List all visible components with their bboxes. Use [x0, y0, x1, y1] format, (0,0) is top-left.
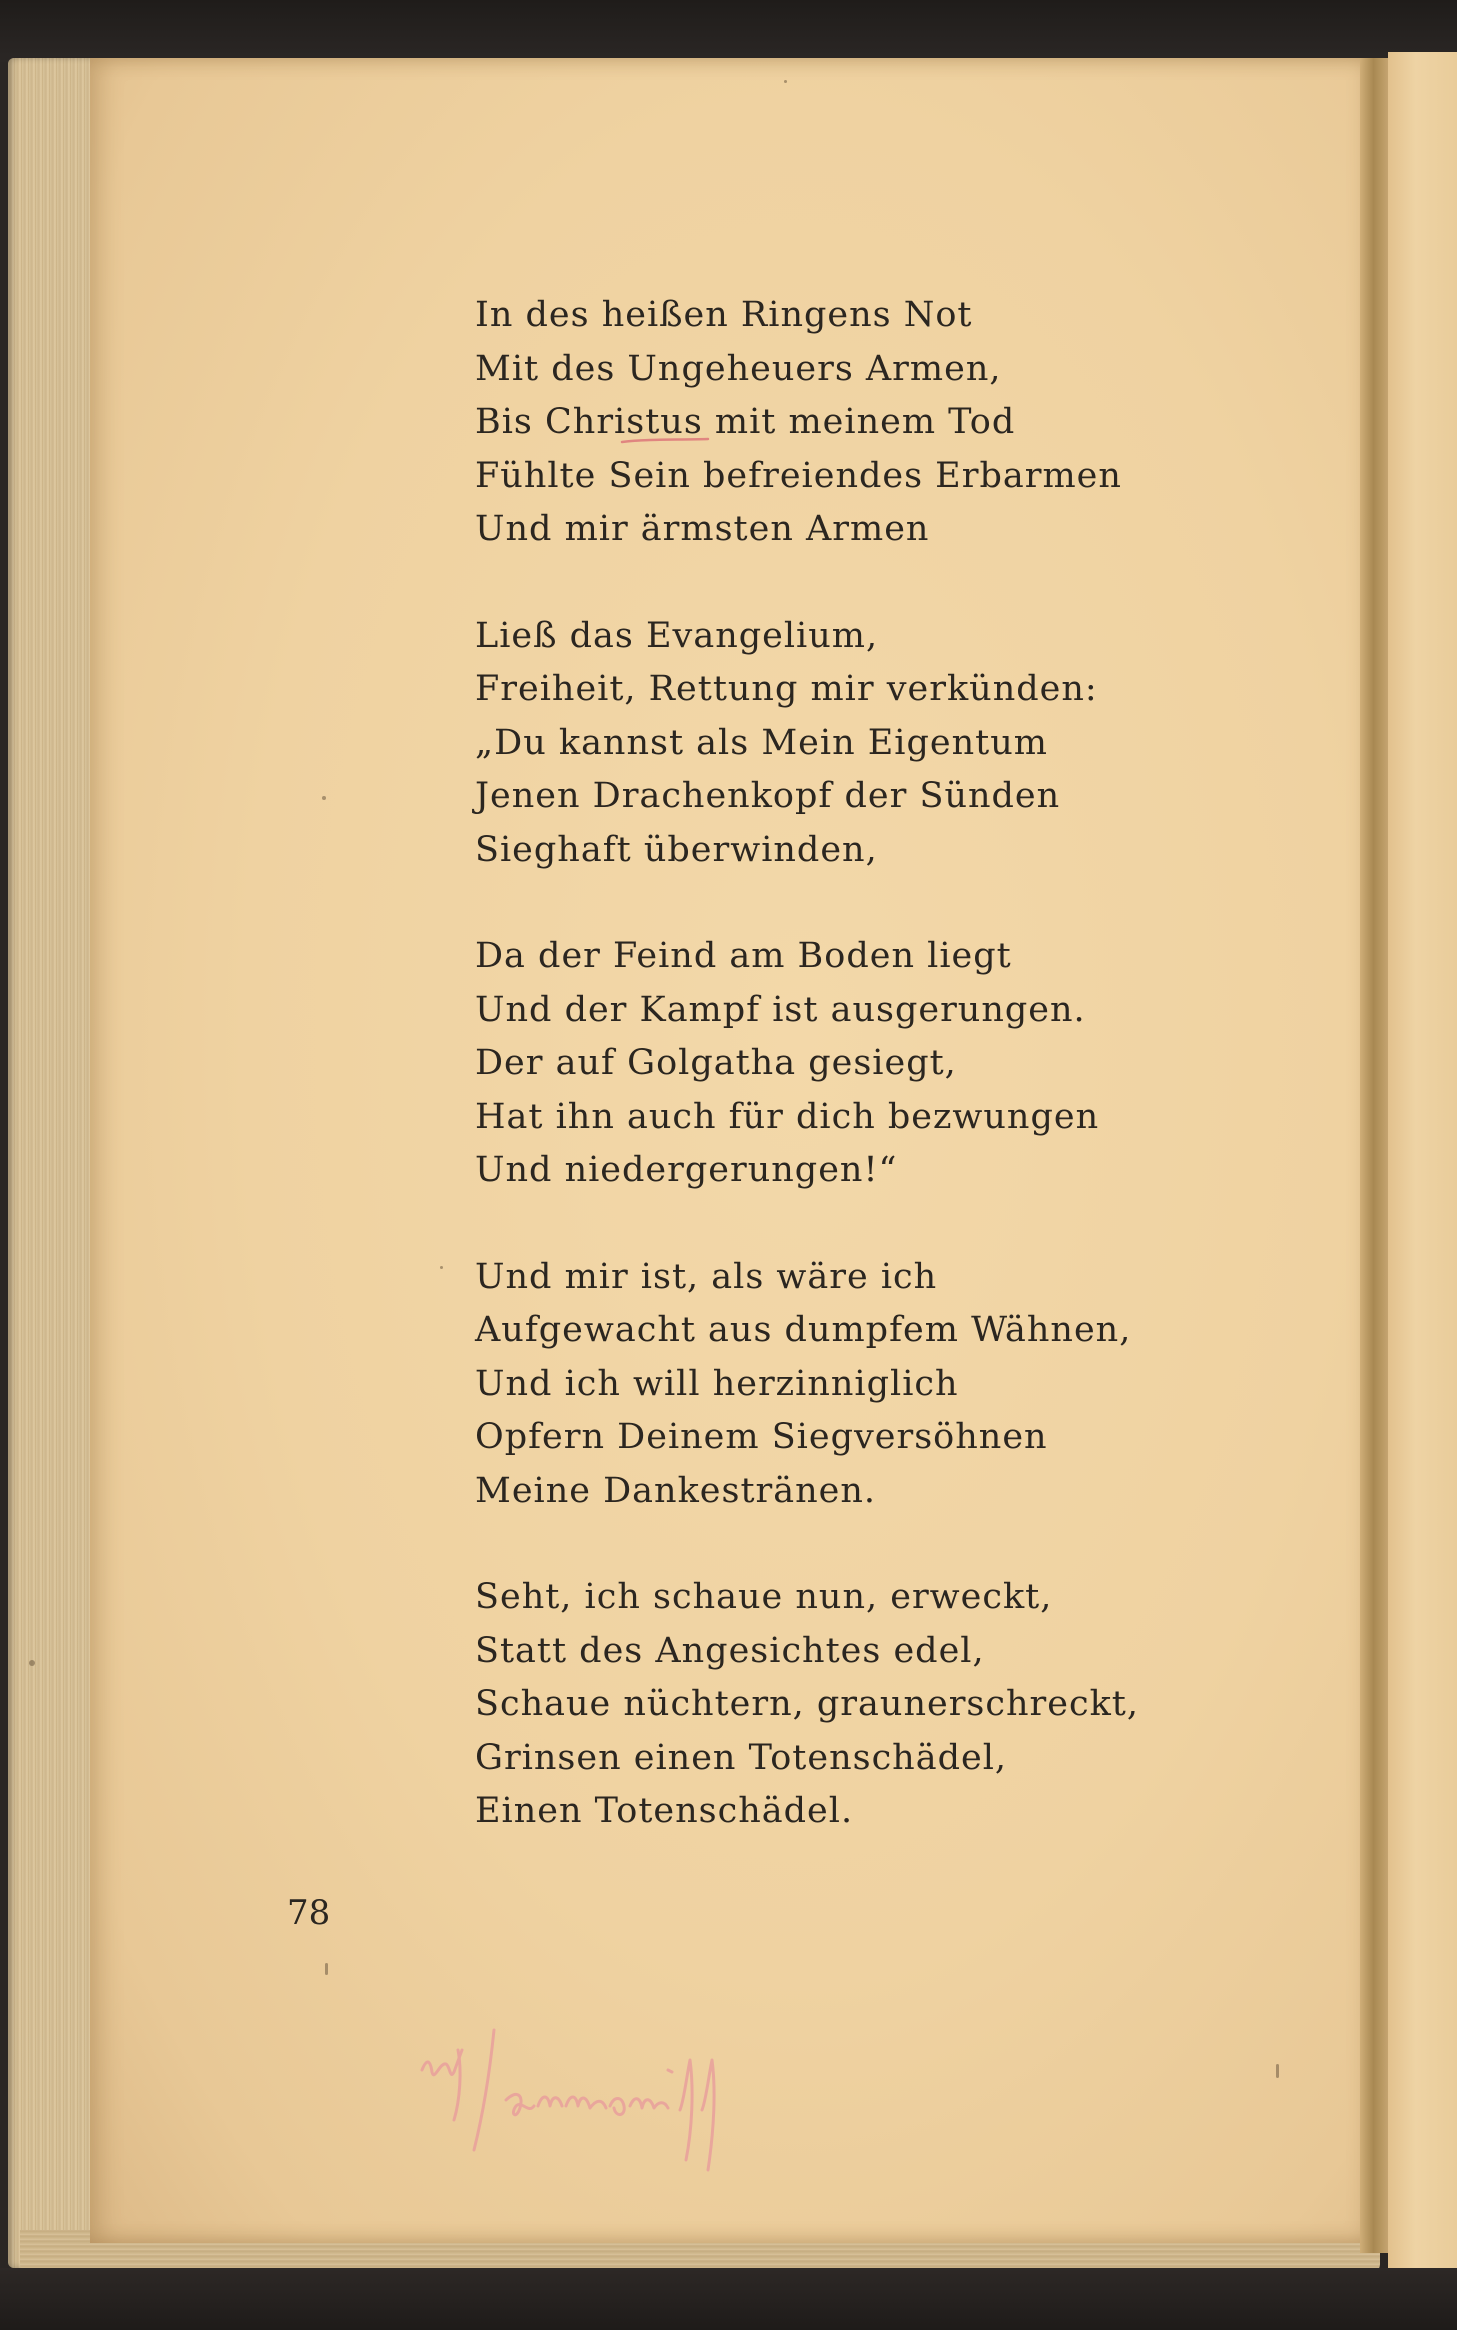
- red-pencil-underline: [620, 436, 710, 446]
- stanza-3: [475, 930, 1295, 1198]
- paper-speck: [1276, 2064, 1279, 2078]
- poem-line: In des heißen Ringens Not: [475, 295, 973, 335]
- paper-speck: [440, 1266, 443, 1269]
- handwritten-annotation: [410, 2010, 830, 2210]
- poem-line: Einen Totenschädel.: [475, 1791, 854, 1831]
- paper-speck: [325, 1963, 328, 1975]
- poem-line: Und mir ist, als wäre ich: [475, 1256, 938, 1297]
- poem-line: Hat ihn auch für dich bezwungen: [475, 1096, 1100, 1137]
- poem-line: Meine Dankestränen.: [475, 1470, 877, 1511]
- poem-line: Der auf Golgatha gesiegt,: [475, 1043, 957, 1083]
- stanza-2: [475, 610, 1295, 878]
- stanza-5: [475, 1571, 1295, 1839]
- poem-line: Freiheit, Rettung mir verkünden:: [475, 669, 1098, 709]
- poem-line: Fühlte Sein befreiendes Erbarmen: [475, 455, 1122, 496]
- poem-line: Jenen Drachenkopf der Sünden: [475, 776, 1061, 816]
- scanner-background-top: [0, 0, 1457, 62]
- poem-line: Sieghaft überwinden,: [475, 829, 878, 870]
- paper-speck: [322, 796, 326, 800]
- poem-line: Und niedergerungen!“: [475, 1150, 898, 1190]
- poem-line: Mit des Ungeheuers Armen,: [475, 348, 1002, 389]
- poem-line: Da der Feind am Boden liegt: [475, 936, 1012, 976]
- poem-line: Und ich will herzinniglich: [475, 1363, 959, 1404]
- stanza-1: [475, 289, 1295, 557]
- page-number: 78: [287, 1893, 331, 1933]
- poem-line: Grinsen einen Totenschädel,: [475, 1737, 1008, 1778]
- book-gutter: [1360, 58, 1390, 2253]
- facing-page-edge: [1388, 52, 1457, 2272]
- poem-line: „Du kannst als Mein Eigentum: [475, 722, 1048, 763]
- poem: [475, 289, 1295, 1892]
- paper-speck: [784, 80, 787, 83]
- poem-line: Bis Christus mit meinem Tod: [475, 402, 1016, 442]
- poem-line: Opfern Deinem Siegversöhnen: [475, 1417, 1048, 1457]
- poem-line: Schaue nüchtern, graunerschreckt,: [475, 1684, 1139, 1724]
- poem-line: Statt des Angesichtes edel,: [475, 1630, 985, 1671]
- stanza-4: [475, 1251, 1295, 1519]
- poem-line: Aufgewacht aus dumpfem Wähnen,: [475, 1310, 1132, 1350]
- poem-line: Und der Kampf ist ausgerungen.: [475, 989, 1086, 1030]
- paper-speck: [29, 1660, 35, 1666]
- poem-line: Seht, ich schaue nun, erweckt,: [475, 1577, 1053, 1617]
- poem-line: Und mir ärmsten Armen: [475, 509, 930, 549]
- poem-line: Ließ das Evangelium,: [475, 615, 879, 656]
- scanner-background-bottom: [0, 2268, 1457, 2330]
